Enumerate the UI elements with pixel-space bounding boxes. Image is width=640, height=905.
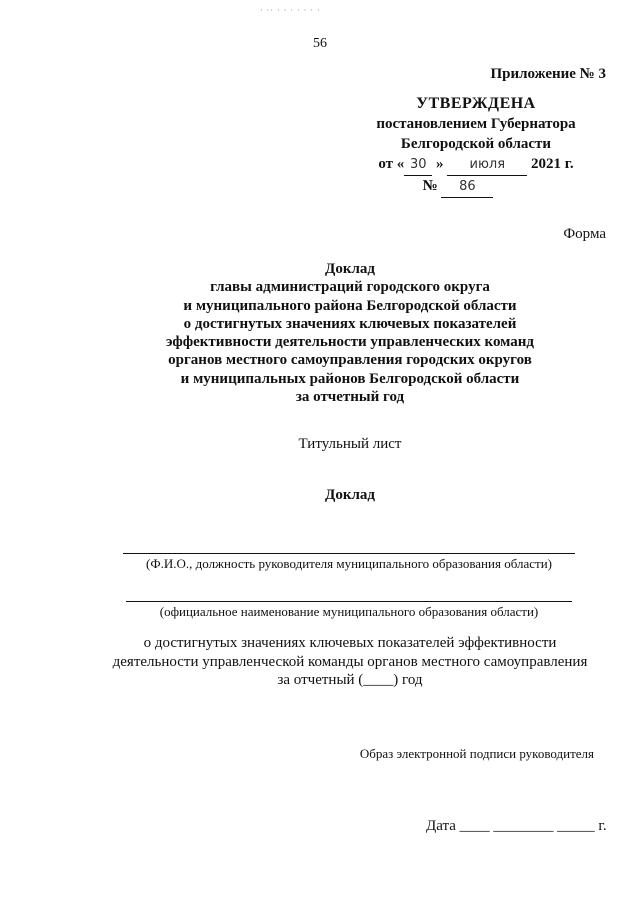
fio-line	[123, 553, 575, 554]
title-line: и муниципальных районов Белгородской области	[180, 370, 520, 387]
document-title	[80, 260, 620, 406]
title-line: Доклад	[325, 261, 375, 277]
date-label: Дата	[426, 818, 456, 834]
page-number: 56	[313, 36, 327, 51]
report-heading: Доклад	[325, 487, 375, 503]
decree-line-1: постановлением Губернатора	[376, 116, 576, 132]
body-line-3: за отчетный (____) год	[277, 672, 423, 688]
decree-number	[310, 176, 606, 198]
title-line: эффективности деятельности управленческих команд	[165, 334, 535, 351]
scan-noise-top: · ·· · · · · · · ·	[260, 6, 321, 15]
title-line: органов местного самоуправления городских округов	[168, 352, 532, 369]
form-label: Форма	[563, 226, 606, 242]
date-prefix: от «	[378, 156, 405, 172]
title-line: за отчетный год	[295, 389, 405, 406]
date-year: 2021 г.	[531, 156, 574, 172]
title-sheet-label: Титульный лист	[298, 436, 402, 452]
date-field	[426, 818, 607, 835]
body-line-2: деятельности управленческой команды органов местного самоуправления	[112, 653, 588, 670]
approval-block	[346, 94, 606, 198]
body-line-1: о достигнутых значениях ключевых показателей эффективности	[143, 635, 557, 651]
date-month: июля	[447, 155, 527, 176]
report-subject	[80, 634, 620, 690]
appendix-label: Приложение № 3	[490, 66, 606, 82]
number-label: №	[422, 178, 438, 194]
title-line: и муниципального района Белгородской области	[183, 297, 517, 314]
org-caption: (официальное наименование муниципального образования области)	[159, 604, 539, 619]
approved-heading: УТВЕРЖДЕНА	[416, 95, 536, 112]
org-line	[126, 601, 572, 602]
date-blanks: ____ ________ _____	[459, 818, 595, 834]
title-line: главы администраций городского округа	[210, 279, 490, 296]
title-line: о достигнутых значениях ключевых показателей	[183, 315, 517, 332]
decree-date	[346, 154, 606, 176]
decree-line-2: Белгородской области	[400, 136, 552, 152]
number-value: 86	[441, 177, 493, 198]
date-mid: »	[436, 156, 444, 172]
signature-placeholder: Образ электронной подписи руководителя	[359, 746, 594, 761]
date-day: 30	[404, 155, 432, 176]
date-suffix: г.	[598, 818, 607, 834]
fio-caption: (Ф.И.О., должность руководителя муниципального образования области)	[146, 556, 552, 571]
